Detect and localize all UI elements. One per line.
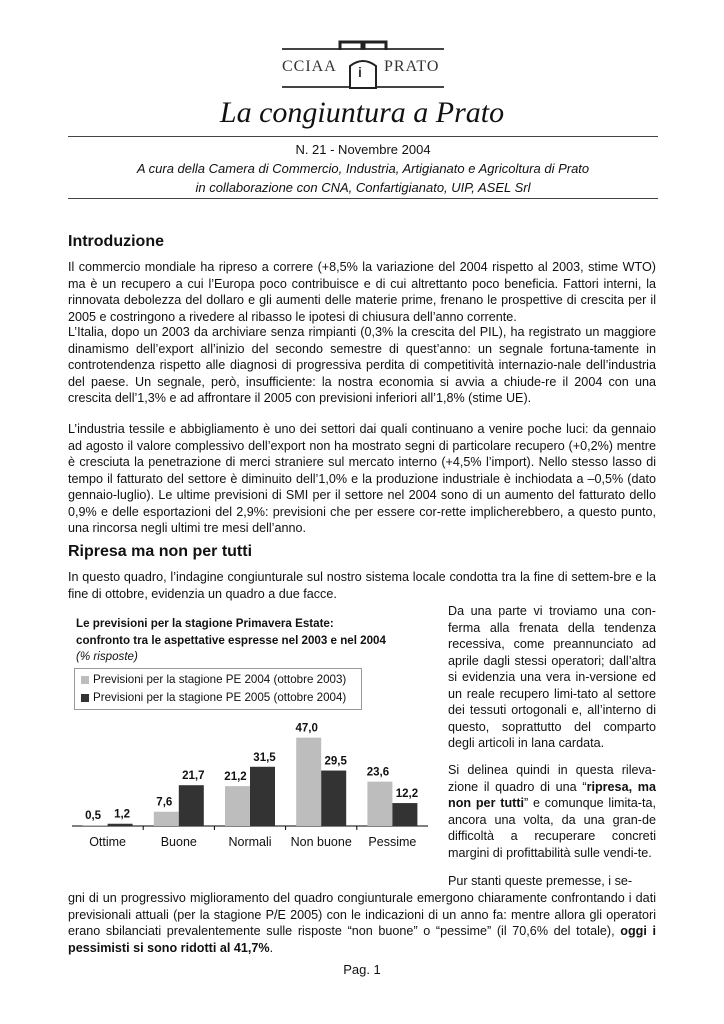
intro-paragraph-2: L’Italia, dopo un 2003 da archiviare senza rimpianti (0,3% la crescita del PIL), ha registrato un maggiore dinamismo dell’export all’inizio del secondo semestre di quest’anno: un segnale fortuna-tamente in controtendenza rispetto alle diagnosi di progressiva perdita di competitività internazio-nale dell’industria del paese. Un segnale, però, insufficiente: la nostra economia si avvia a chiude-re il 2004 con una crescita dell’1,3% e ad affrontare il 2005 con previsioni inferiori all’1,8% (stime UE). [68, 325, 656, 405]
side-paragraph-2 [448, 762, 656, 861]
bottom-paragraph [68, 890, 656, 956]
intro-heading: Introduzione [68, 233, 164, 250]
forecast-chart [68, 606, 428, 854]
chart-subtitle: (% risposte) [76, 650, 138, 663]
data-label-ottime-series-1: 0,5 [85, 810, 102, 823]
data-label-normali-series-2: 31,5 [253, 751, 276, 764]
ripresa-heading: Ripresa ma non per tutti [68, 543, 253, 560]
bar-non-buone-series-1 [296, 738, 321, 826]
logo-text-prato: PRATO [384, 58, 440, 75]
bar-normali-series-1 [225, 786, 250, 826]
data-label-non-buone-series-1: 47,0 [295, 722, 318, 735]
cciaa-prato-logo [278, 40, 448, 96]
bar-normali-series-2 [250, 767, 275, 826]
bottom-paragraph-text-a: gni di un progressivo miglioramento del quadro congiunturale emergono chiaramente confrontando i dati previsionali attuali (per la stagione P/E 2005) con le indicazioni di un anno fa: mentre allora gli operatori erano sbilanciati prevalentemente sulle risposte “non buone” o “pessime” (il 70,6% del totale), [68, 891, 656, 938]
bar-pessime-series-2 [392, 803, 417, 826]
legend-label-series-1: Previsioni per la stagione PE 2004 (ottobre 2003) [93, 673, 347, 686]
data-label-pessime-series-2: 12,2 [395, 788, 419, 801]
chart-title-line-2: confronto tra le aspettative espresse nel 2003 e nel 2004 [76, 634, 386, 647]
side-paragraph-3: Pur stanti queste premesse, i se- [448, 874, 633, 888]
x-tick-label-pessime: Pessime [368, 835, 417, 849]
side-paragraph-2-text-c: ” e comunque limita-ta, ancora una volta, da una gran-de difficoltà a recuperare concreti margini di profittabilità sulle vendi-te. [448, 796, 656, 860]
bar-buone-series-2 [179, 785, 204, 826]
legend-label-series-2: Previsioni per la stagione PE 2005 (ottobre 2004) [93, 691, 347, 704]
ripresa-paragraph-1: In questo quadro, l’indagine congiunturale sul nostro sistema locale condotta tra la fine di settem-bre e la fine di ottobre, evidenzia un quadro a due facce. [68, 570, 656, 601]
bar-non-buone-series-2 [321, 771, 346, 826]
data-label-buone-series-2: 21,7 [182, 770, 205, 783]
bar-buone-series-1 [154, 812, 179, 826]
issue-number: N. 21 - Novembre 2004 [295, 142, 431, 157]
data-label-non-buone-series-2: 29,5 [324, 755, 347, 768]
logo-text-i: i [358, 64, 363, 80]
data-label-ottime-series-2: 1,2 [114, 808, 131, 821]
collaboration: in collaborazione con CNA, Confartigianato, UIP, ASEL Srl [195, 180, 531, 195]
page-number: Pag. 1 [343, 962, 381, 977]
header-bottom-rule [68, 198, 658, 199]
side-paragraph-2-text-a: Si delinea quindi in questa rileva-zione il quadro di una “ [448, 763, 656, 794]
intro-paragraph-1: Il commercio mondiale ha ripreso a correre (+8,5% la variazione del 2004 rispetto al 2003, stime WTO) ma è un recupero a cui l’Europa poco contribuisce e di cui altrettanto poco beneficia. Fattori interni, la rinnovata debolezza del dollaro e gli aumenti delle materie prime, frenano le prospettive di crescita per il 2005 e costringono a rivedere al ribasso le ipotesi di chiusura dell’anno corrente. [68, 260, 656, 324]
bar-pessime-series-1 [367, 782, 392, 826]
side-paragraph-2-bold: ripresa, ma non per tutti [448, 779, 656, 810]
data-label-normali-series-1: 21,2 [224, 771, 247, 784]
intro-paragraph-3: L’industria tessile e abbigliamento è uno dei settori dai quali continuano a venire poche luci: da gennaio ad agosto il valore complessivo dell’export non ha mostrato segni di particolare recupero (+0,2%) mentre è cresciuta la penetrazione di merci straniere sul mercato interno (+4,5% l’import). Nello stesso lasso di tempo il fatturato del settore è diminuito dell’1,0% e la produzione industriale è inchiodata a –0,5% (dato gennaio-luglio). Le ultime previsioni di SMI per il settore nel 2004 sono di un aumento del fatturato dello 0,9% e delle esportazioni del 2,9%: previsioni che per essere cor-rette implicherebbero, a questo punto, una rincorsa negli ultimi tre mesi dell’anno. [68, 422, 656, 535]
bottom-paragraph-text-c: . [269, 940, 274, 955]
x-tick-label-non-buone: Non buone [290, 835, 352, 849]
x-tick-label-buone: Buone [160, 835, 197, 849]
header-top-rule [68, 136, 658, 137]
logo-text-cciaa: CCIAA [282, 58, 337, 75]
newsletter-title: La congiuntura a Prato [219, 96, 505, 129]
x-tick-label-ottime: Ottime [89, 835, 127, 849]
x-tick-label-normali: Normali [228, 835, 272, 849]
bar-ottime-series-1 [83, 825, 108, 826]
bar-ottime-series-2 [108, 824, 133, 826]
chart-title: Le previsioni per la stagione Primavera Estate: [76, 617, 334, 630]
side-paragraph-1: Da una parte vi troviamo una con-ferma alla frenata della tendenza recessiva, come preannunciato ad aprile dagli stessi operatori; dall’altra si evidenzia una vera in-versione ed un reale recupero limi-tato al settore dei tessuti ortogonali e, all’interno di questo, soprattutto del comparto degli articoli in lana cardata. [448, 604, 656, 750]
data-label-pessime-series-1: 23,6 [366, 766, 390, 779]
chart-plot [68, 606, 428, 854]
curated-by: A cura della Camera di Commercio, Industria, Artigianato e Agricoltura di Prato [136, 161, 590, 176]
bottom-paragraph-bold: oggi i pessimisti si sono ridotti al 41,7% [68, 924, 656, 955]
data-label-buone-series-1: 7,6 [156, 796, 173, 809]
